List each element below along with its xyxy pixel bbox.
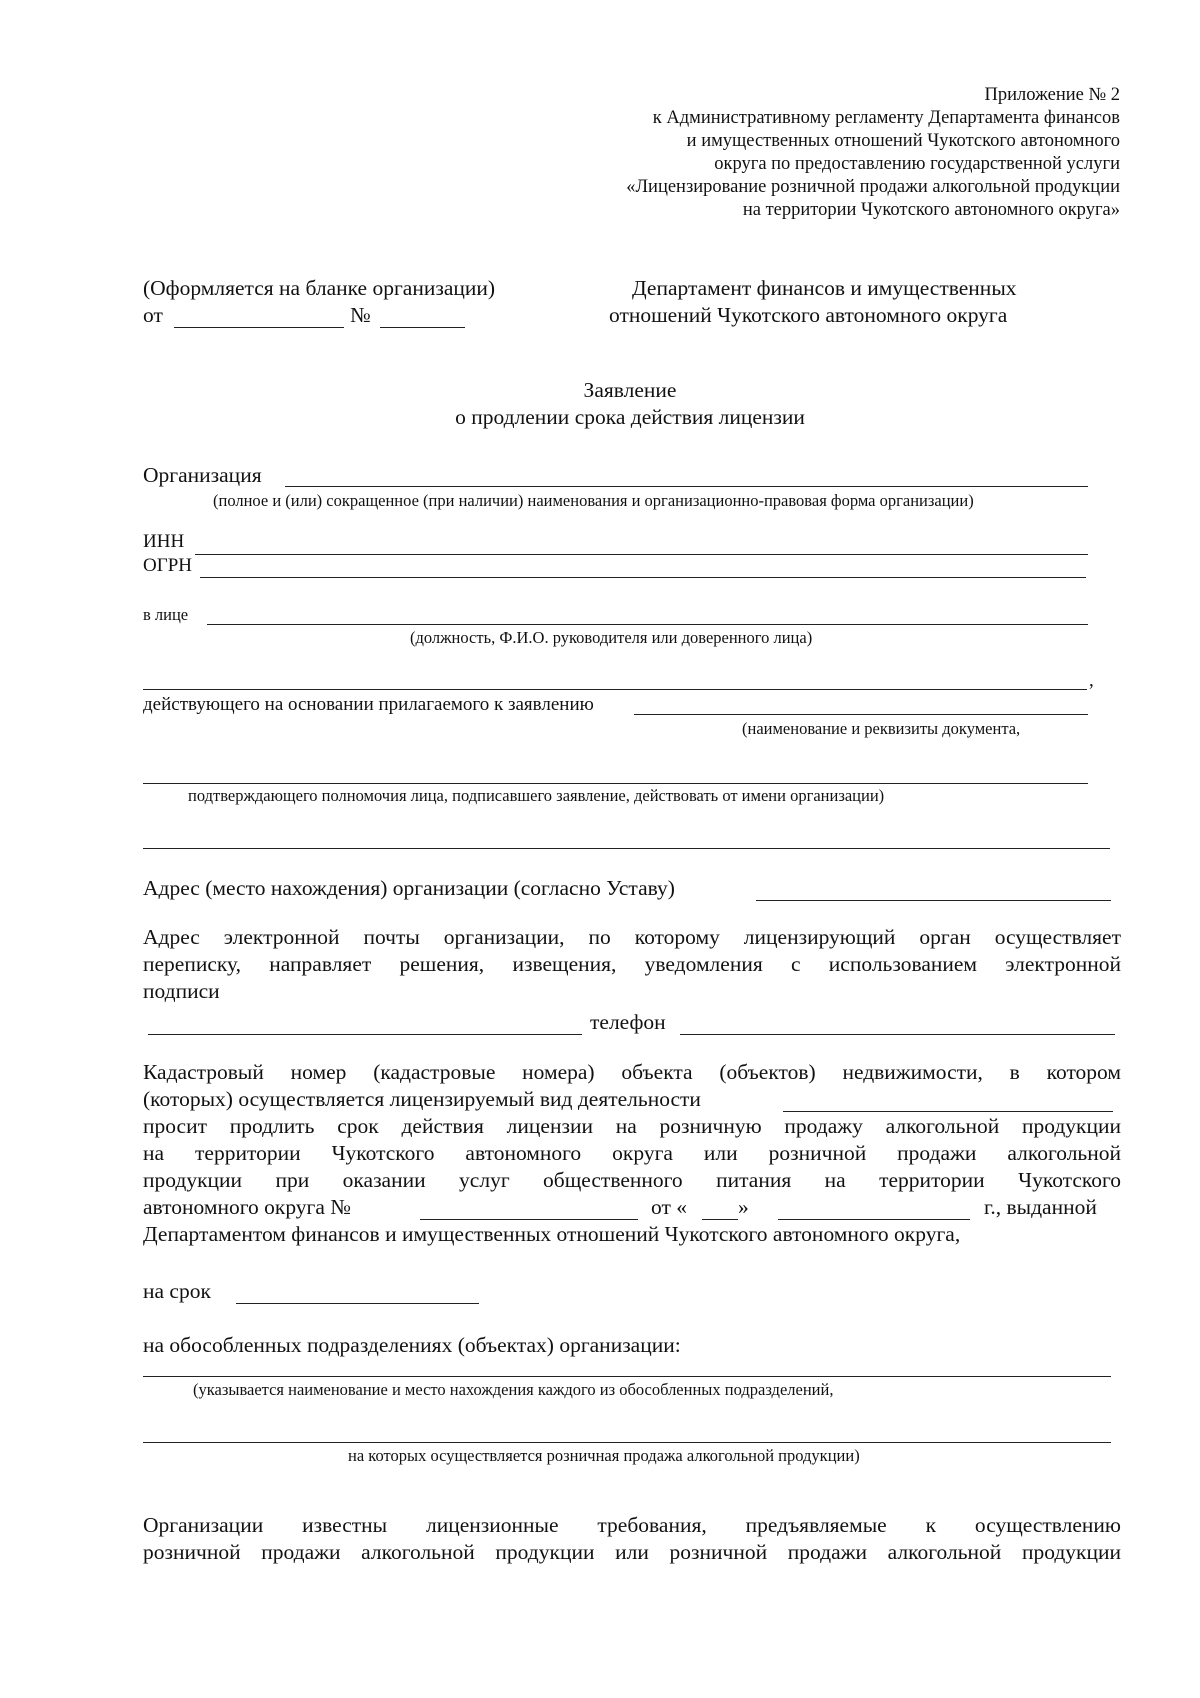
basis-document-field[interactable] [634, 714, 1088, 715]
appendix-line: и имущественных отношений Чукотского автономного [686, 131, 1120, 151]
subdivisions-hint: на которых осуществляется розничная продажа алкогольной продукции) [348, 1446, 860, 1465]
ogrn-label: ОГРН [143, 555, 192, 576]
inn-label: ИНН [143, 531, 185, 552]
number-label: № [350, 303, 371, 327]
phone-label: телефон [590, 1010, 666, 1034]
recipient-line: Департамент финансов и имущественных [632, 276, 1017, 300]
title-line: Заявление [583, 378, 677, 402]
subdivisions-hint: (указывается наименование и место нахождения каждого из обособленных подразделений, [193, 1380, 834, 1399]
organization-field[interactable] [285, 486, 1088, 487]
request-text: от « [651, 1195, 687, 1219]
representative-label: в лице [143, 605, 189, 624]
recipient-line: отношений Чукотского автономного округа [609, 303, 1008, 327]
inn-field[interactable] [195, 554, 1088, 555]
email-field[interactable] [148, 1034, 582, 1035]
address-field[interactable] [756, 900, 1111, 901]
organization-hint: (полное и (или) сокращенное (при наличии) наименования и организационно-правовая форма организации) [213, 491, 974, 510]
document-hint: (наименование и реквизиты документа, [742, 719, 1021, 738]
ogrn-field[interactable] [200, 577, 1086, 578]
license-number-field[interactable] [420, 1219, 638, 1220]
extra-line-field[interactable] [143, 848, 1110, 849]
subdivisions-continuation-field[interactable] [143, 1442, 1111, 1443]
title-line: о продлении срока действия лицензии [455, 405, 805, 429]
term-field[interactable] [236, 1303, 479, 1304]
appendix-line: округа по предоставлению государственной услуги [714, 154, 1120, 174]
page-title [0, 378, 1200, 403]
email-text: подписи [143, 979, 220, 1003]
subdivisions-label: на обособленных подразделениях (объектах) организации: [143, 1333, 681, 1357]
representative-continuation-field[interactable] [143, 689, 1087, 690]
appendix-number: Приложение № 2 [984, 85, 1120, 105]
subdivisions-field[interactable] [143, 1376, 1111, 1377]
appendix-line: на территории Чукотского автономного округа» [742, 200, 1120, 220]
cadastral-text: Кадастровый номер (кадастровые номера) объекта (объектов) недвижимости, в котором [143, 1060, 1121, 1084]
appendix-header [626, 84, 1120, 222]
cadastral-field[interactable] [783, 1111, 1113, 1112]
outgoing-number-field[interactable] [380, 327, 465, 328]
requirements-text: розничной продажи алкогольной продукции или розничной продажи алкогольной продукции [143, 1540, 1121, 1564]
license-month-field[interactable] [778, 1219, 970, 1220]
authority-hint: подтверждающего полномочия лица, подписавшего заявление, действовать от имени организации) [188, 786, 885, 805]
term-label: на срок [143, 1279, 211, 1303]
address-label: Адрес (место нахождения) организации (согласно Уставу) [143, 876, 675, 900]
authority-document-field[interactable] [143, 783, 1088, 784]
email-text: переписку, направляет решения, извещения, уведомления с использованием электронной [143, 952, 1121, 976]
page-subtitle [0, 405, 1200, 430]
phone-field[interactable] [680, 1034, 1115, 1035]
appendix-line: к Административному регламенту Департамента финансов [652, 108, 1120, 128]
from-label: от [143, 303, 163, 327]
acting-label: действующего на основании прилагаемого к заявлению [143, 694, 594, 715]
date-field[interactable] [174, 327, 344, 328]
request-text: на территории Чукотского автономного округа или розничной продажи алкогольной [143, 1141, 1121, 1165]
cadastral-text: (которых) осуществляется лицензируемый вид деятельности [143, 1087, 701, 1111]
representative-field[interactable] [207, 624, 1088, 625]
request-text: автономного округа № [143, 1195, 351, 1219]
license-day-field[interactable] [702, 1219, 738, 1220]
organization-label: Организация [143, 463, 262, 487]
representative-hint: (должность, Ф.И.О. руководителя или доверенного лица) [410, 628, 813, 647]
request-text: г., выданной [984, 1195, 1097, 1219]
comma: , [1089, 670, 1094, 691]
request-text: просит продлить срок действия лицензии на розничную продажу алкогольной продукции [143, 1114, 1121, 1138]
request-text: Департаментом финансов и имущественных отношений Чукотского автономного округа, [143, 1222, 961, 1246]
blank-note: (Оформляется на бланке организации) [143, 276, 496, 300]
email-text: Адрес электронной почты организации, по которому лицензирующий орган осуществляет [143, 925, 1121, 949]
appendix-line: «Лицензирование розничной продажи алкогольной продукции [626, 177, 1120, 197]
requirements-text: Организации известны лицензионные требования, предъявляемые к осуществлению [143, 1513, 1121, 1537]
request-text: » [738, 1195, 749, 1219]
request-text: продукции при оказании услуг общественного питания на территории Чукотского [143, 1168, 1121, 1192]
